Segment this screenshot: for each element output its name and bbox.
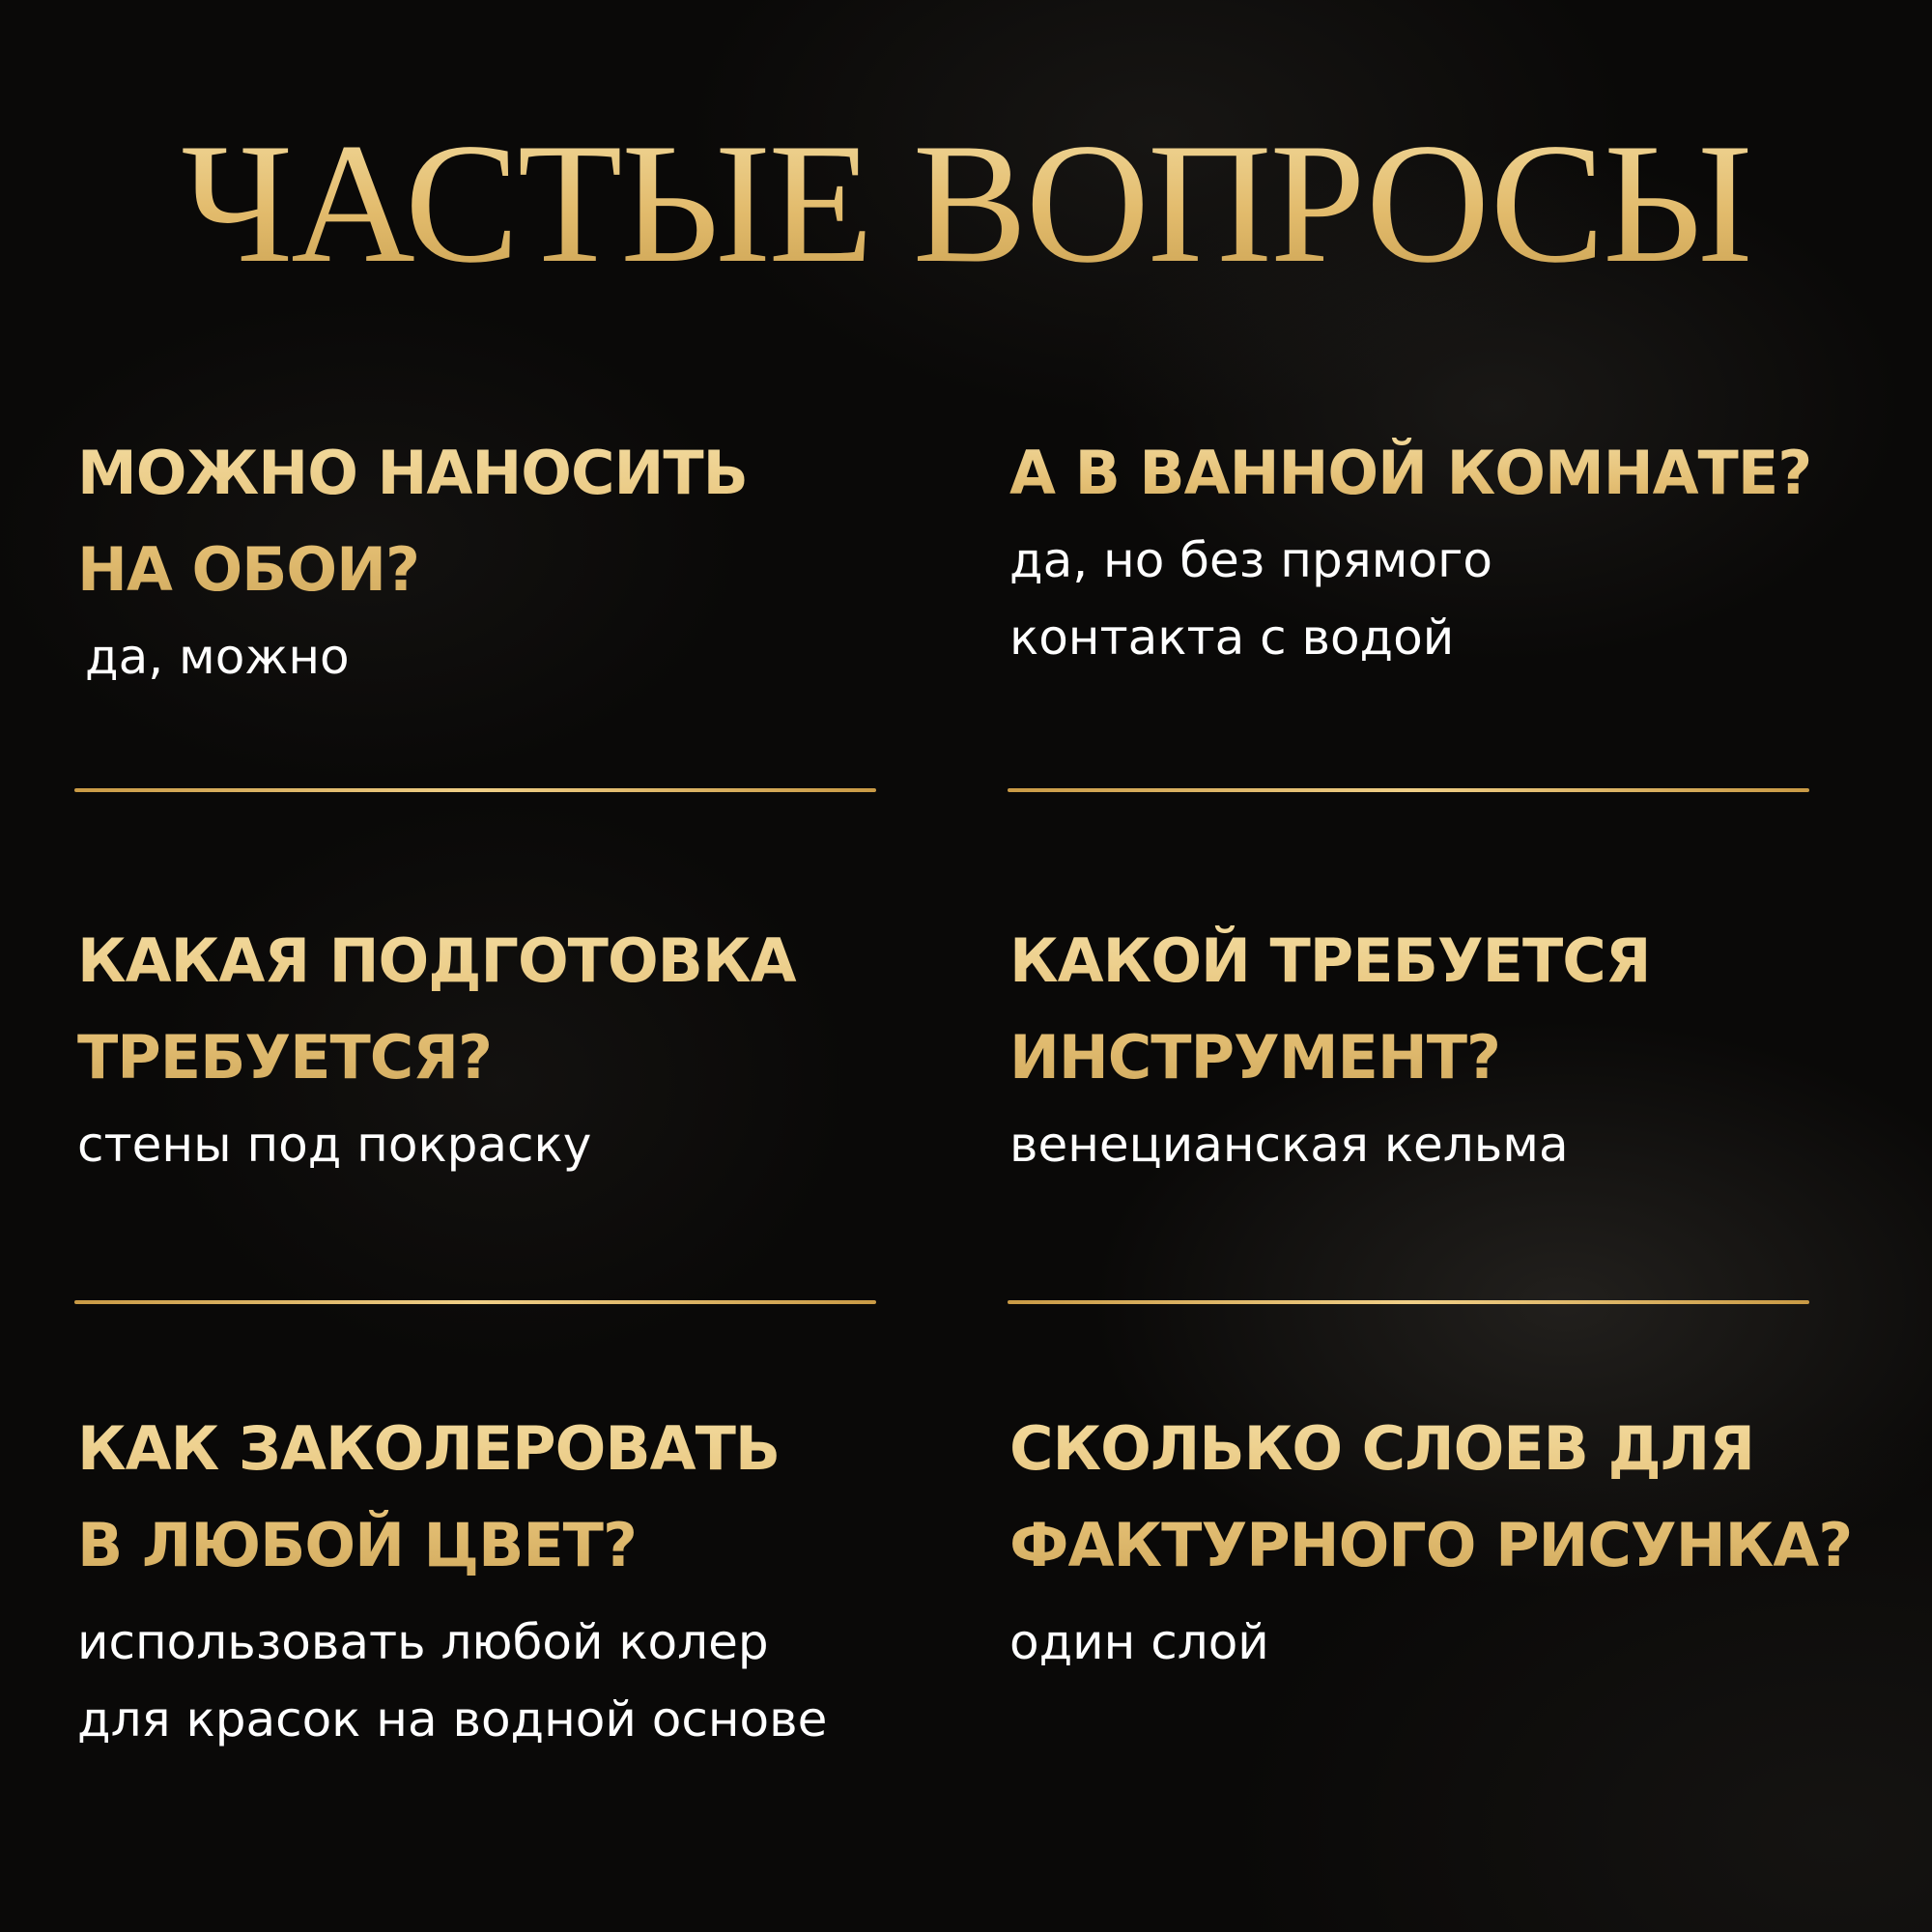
faq-answer (77, 618, 927, 696)
faq-question (77, 913, 927, 1106)
faq-question (1009, 425, 1860, 522)
divider (74, 788, 876, 792)
divider (1008, 788, 1809, 792)
faq-answer-line: да, но без прямого (1009, 532, 1492, 588)
faq-item-bathroom (1009, 425, 1860, 676)
faq-answer-line: контакта с водой (1009, 610, 1455, 666)
faq-answer-line: один слой (1009, 1614, 1269, 1670)
faq-item-tool (1009, 913, 1860, 1183)
faq-item-layers (1009, 1401, 1860, 1681)
divider (1008, 1300, 1809, 1304)
faq-item-preparation (77, 913, 927, 1183)
faq-answer (1009, 522, 1860, 676)
faq-answer (1009, 1106, 1860, 1183)
faq-question-line: НА ОБОИ? (77, 534, 419, 605)
faq-answer (77, 1106, 927, 1183)
faq-answer-line: венецианская кельма (1009, 1117, 1569, 1173)
faq-answer (1009, 1604, 1860, 1681)
faq-question-line: ТРЕБУЕТСЯ? (77, 1022, 492, 1093)
faq-item-wallpaper (77, 425, 927, 696)
faq-question-line: ИНСТРУМЕНТ? (1009, 1022, 1501, 1093)
faq-question (77, 1401, 927, 1594)
faq-answer-line: использовать любой колер (77, 1614, 769, 1670)
faq-question-line: МОЖНО НАНОСИТЬ (77, 438, 748, 508)
faq-question-line: КАКОЙ ТРЕБУЕТСЯ (1009, 925, 1651, 996)
faq-question (1009, 1401, 1860, 1594)
faq-question-line: В ЛЮБОЙ ЦВЕТ? (77, 1510, 637, 1580)
page-title: ЧАСТЫЕ ВОПРОСЫ (0, 106, 1932, 299)
faq-question (1009, 913, 1860, 1106)
faq-question-line: КАКАЯ ПОДГОТОВКА (77, 925, 796, 996)
faq-question-line: СКОЛЬКО СЛОЕВ ДЛЯ (1009, 1413, 1754, 1484)
faq-question-line: А В ВАННОЙ КОМНАТЕ? (1009, 438, 1812, 508)
faq-question-line: КАК ЗАКОЛЕРОВАТЬ (77, 1413, 781, 1484)
faq-answer-line: стены под покраску (77, 1117, 592, 1173)
faq-answer-line: да, можно (85, 629, 350, 685)
faq-answer (77, 1604, 927, 1758)
faq-question (77, 425, 927, 618)
divider (74, 1300, 876, 1304)
faq-item-tinting (77, 1401, 927, 1758)
faq-question-line: ФАКТУРНОГО РИСУНКА? (1009, 1510, 1853, 1580)
faq-answer-line: для красок на водной основе (77, 1691, 828, 1747)
